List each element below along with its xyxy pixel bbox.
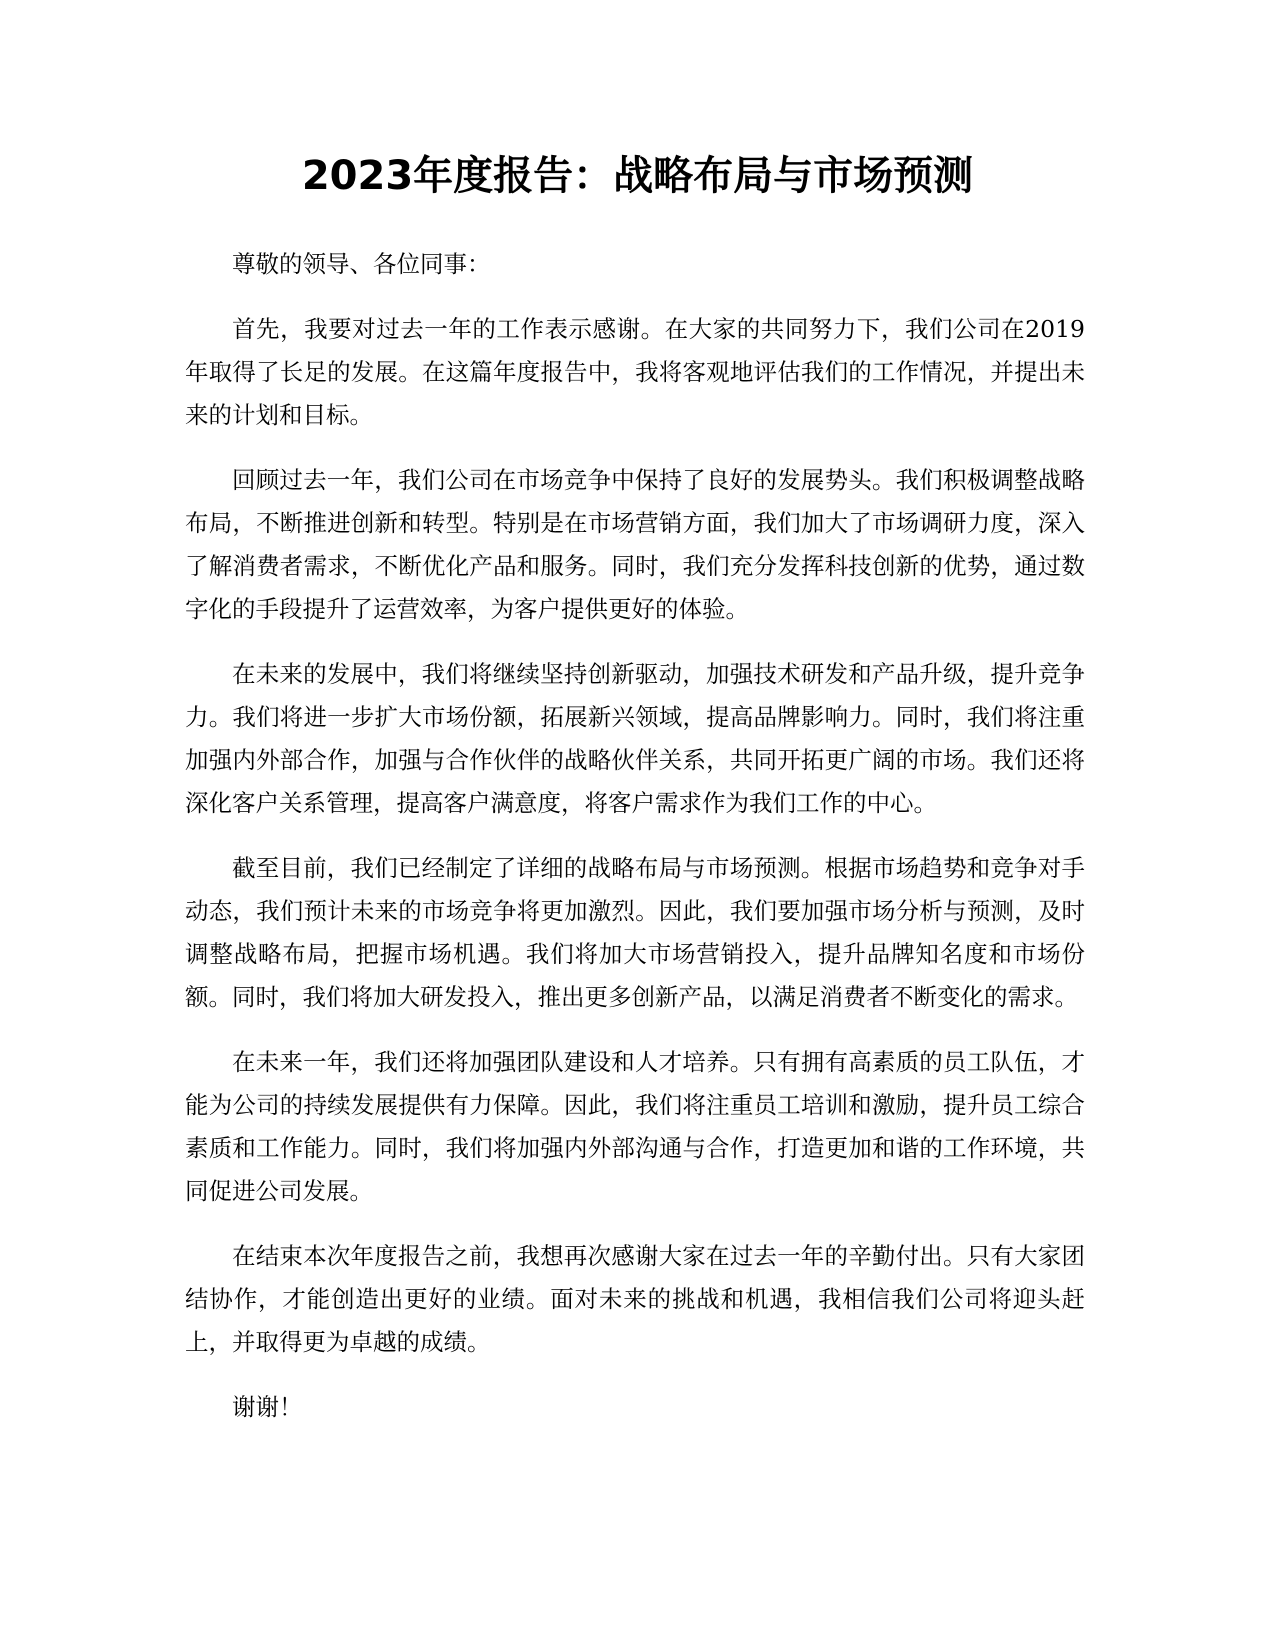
body-paragraph: 回顾过去一年，我们公司在市场竞争中保持了良好的发展势头。我们积极调整战略布局，不断推进创新和转型。特别是在市场营销方面，我们加大了市场调研力度，深入了解消费者需求，不断优化产品和服务。同时，我们充分发挥科技创新的优势，通过数字化的手段提升了运营效率，为客户提供更好的体验。 — [185, 466, 1085, 623]
closing-paragraph: 谢谢！ — [232, 1393, 303, 1421]
document-title: 2023年度报告：战略布局与市场预测 — [301, 153, 974, 199]
body-paragraph: 截至目前，我们已经制定了详细的战略布局与市场预测。根据市场趋势和竞争对手动态，我们预计未来的市场竞争将更加激烈。因此，我们要加强市场分析与预测，及时调整战略布局，把握市场机遇。我们将加大市场营销投入，提升品牌知名度和市场份额。同时，我们将加大研发投入，推出更多创新产品，以满足消费者不断变化的需求。 — [185, 854, 1085, 1011]
body-paragraph: 在未来一年，我们还将加强团队建设和人才培养。只有拥有高素质的员工队伍，才能为公司的持续发展提供有力保障。因此，我们将注重员工培训和激励，提升员工综合素质和工作能力。同时，我们将加强内外部沟通与合作，打造更加和谐的工作环境，共同促进公司发展。 — [185, 1048, 1085, 1205]
body-paragraph: 在结束本次年度报告之前，我想再次感谢大家在过去一年的辛勤付出。只有大家团结协作，才能创造出更好的业绩。面对未来的挑战和机遇，我相信我们公司将迎头赶上，并取得更为卓越的成绩。 — [185, 1242, 1085, 1356]
greeting-paragraph: 尊敬的领导、各位同事： — [232, 250, 491, 278]
document-body — [185, 243, 1085, 1451]
body-paragraph: 在未来的发展中，我们将继续坚持创新驱动，加强技术研发和产品升级，提升竞争力。我们将进一步扩大市场份额，拓展新兴领域，提高品牌影响力。同时，我们将注重加强内外部合作，加强与合作伙伴的战略伙伴关系，共同开拓更广阔的市场。我们还将深化客户关系管理，提高客户满意度，将客户需求作为我们工作的中心。 — [185, 660, 1085, 817]
body-paragraph: 首先，我要对过去一年的工作表示感谢。在大家的共同努力下，我们公司在2019年取得了长足的发展。在这篇年度报告中，我将客观地评估我们的工作情况，并提出未来的计划和目标。 — [185, 315, 1085, 429]
